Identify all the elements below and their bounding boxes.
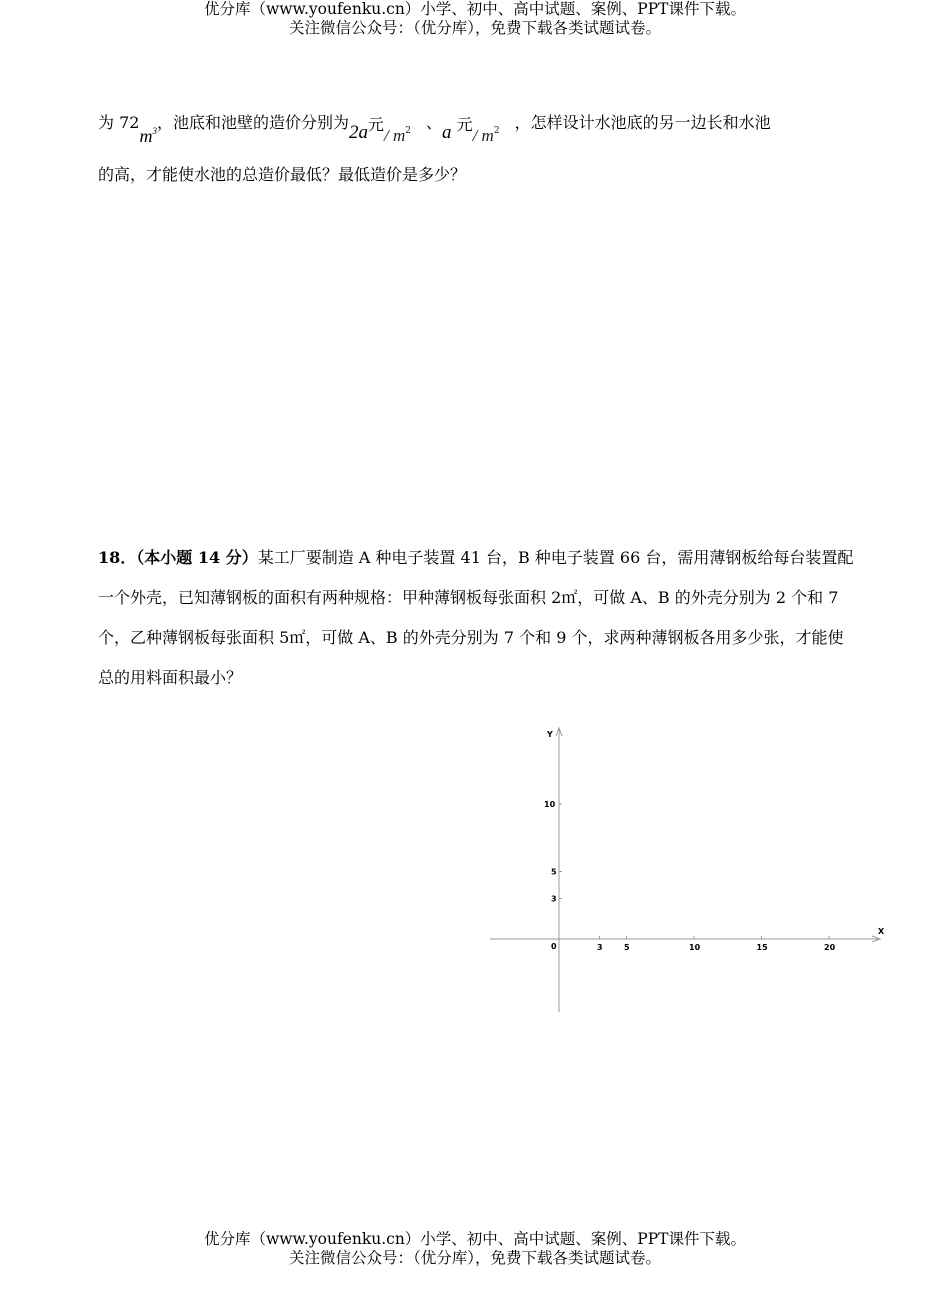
- x-axis-label: X: [878, 927, 885, 936]
- cost-coef-wall: a: [441, 122, 452, 143]
- p17-separator: 、: [425, 113, 442, 132]
- footer-line-2: 关注微信公众号：（优分库），免费下载各类试题试卷。: [288, 1249, 661, 1267]
- header-line-2: 关注微信公众号：（优分库），免费下载各类试题试卷。: [288, 19, 661, 37]
- problem-18: [98, 538, 854, 698]
- problem-18-text: 某工厂要制造 A 种电子装置 41 台，B 种电子装置 66 台，需用薄钢板给每台装置配一个外壳，已知薄钢板的面积有两种规格：甲种薄钢板每张面积 2㎡，可做 A、B 的外壳分别为 2 个和 7 个，乙种薄钢板每张面积 5㎡，可做 A、B 的外壳分别为 7 个和 9 个，求两种薄钢板各用多少张，才能使总的用料面积最小？: [98, 548, 854, 687]
- y-tick-label: 3: [551, 894, 557, 904]
- cubic-meter-unit: $m^3$: [139, 126, 157, 146]
- x-tick-label: 5: [624, 943, 630, 952]
- footer-line-1: 优分库（www.youfenku.cn）小学、初中、高中试题、案例、PPT课件下载。: [203, 1230, 747, 1248]
- y-tick-label: 5: [551, 867, 557, 877]
- page-header: [0, 0, 950, 38]
- y-axis-label: Y: [547, 730, 553, 739]
- problem-17-line-2: 的高，才能使水池的总造价最低？最低造价是多少？: [98, 165, 467, 184]
- header-line-1: 优分库（www.youfenku.cn）小学、初中、高中试题、案例、PPT课件下载。: [203, 0, 747, 18]
- ticks: [544, 800, 836, 952]
- p17-text-3: ，怎样设计水池底的另一边长和水池: [514, 113, 771, 132]
- x-tick-label: 10: [689, 943, 701, 952]
- p17-text-2: ，池底和池壁的造价分别为: [156, 113, 349, 132]
- coordinate-plane: [480, 720, 900, 1020]
- problem-17-line-1: [98, 110, 854, 150]
- x-tick-label: 15: [756, 943, 768, 952]
- y-tick-label: 10: [544, 800, 556, 809]
- x-tick-label: 20: [824, 943, 836, 952]
- problem-18-score: （本小题 14 分）: [136, 548, 258, 567]
- cost-coef-bottom: 2a: [348, 122, 368, 143]
- unit-yuan-per-m2-2: 元 / $m^2$: [456, 115, 500, 145]
- origin-label: 0: [551, 942, 557, 951]
- page-footer: [0, 1230, 950, 1268]
- unit-yuan-per-m2-1: 元 / $m^2$: [367, 115, 411, 145]
- problem-18-number: 18．: [98, 548, 137, 567]
- x-tick-label: 3: [597, 943, 603, 952]
- axes: [490, 728, 885, 1012]
- p17-text-1: 为 72: [98, 113, 140, 132]
